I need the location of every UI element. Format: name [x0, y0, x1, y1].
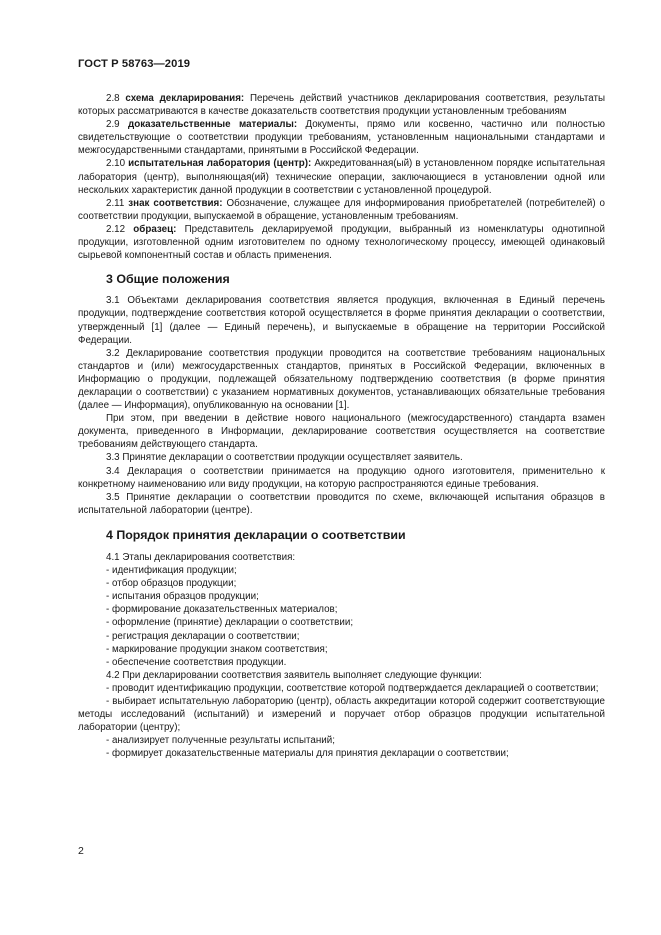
list-item: - идентификация продукции; — [106, 565, 237, 577]
definition-text: Представитель декларируемой продукции, выбранный из номенклатуры однотипной продукции, изготовленной одним изготовителем по одному технологическому процессу, имеющей одинаковый сырьевой компонентный состав и область применения. — [78, 223, 605, 262]
defined-term: схема декларирования: — [125, 93, 245, 104]
clause-number: 2.9 — [106, 119, 120, 131]
definition-text: Обозначение, служащее для информирования приобретателей (потребителей) о соответствии продукции, выпускаемой в обращение, установленным требованиям. — [78, 197, 605, 222]
definition-2-9 — [78, 118, 605, 157]
definition-text: Документы, прямо или косвенно, частично или полностью свидетельствующие о соответствии продукции требованиям, установленным национальными стандартами и межгосударственными стандартами, принятыми в Российской Федерации. — [78, 119, 605, 157]
list-item: - формирует доказательственные материалы для принятия декларации о соответствии; — [106, 748, 509, 760]
list-item: - отбор образцов продукции; — [106, 578, 237, 590]
paragraph-3-2: 3.2 Декларирование соответствия продукции проводится на соответствие требованиям национальных стандартов и (или) межгосударственных стандартов, принятых в Российской Федерации, включенных в Информацию о продукции, подлежащей обязательному подтверждению соответствия (в форме принятия декларации о соответствии) с указанием нормативных документов, устанавливающих обязательные требования (далее — Информация), опубликованную на основании [1]. — [78, 347, 605, 412]
clause-number: 2.11 — [106, 197, 125, 209]
definition-text: Аккредитованная(ый) в установленном порядке испытательная лаборатория (центр), выполняющая(ий) технические операции, заключающиеся в установлении одной или нескольких характеристик данной продукции в соответствии с установленной процедурой. — [78, 158, 606, 196]
paragraph-4-2: 4.2 При декларировании соответствия заявитель выполняет следующие функции: — [106, 669, 482, 681]
paragraph-4-1: 4.1 Этапы декларирования соответствия: — [106, 552, 296, 563]
document-body — [78, 92, 605, 761]
list-item: - оформление (принятие) декларации о соответствии; — [106, 617, 354, 629]
paragraph-3-4: 3.4 Декларация о соответствии принимается на продукцию одного изготовителя, применительно к конкретному наименованию или виду продукции, на которую распространяются единые требования. — [78, 465, 605, 490]
standard-header: ГОСТ Р 58763—2019 — [78, 58, 191, 70]
paragraph-3-2-note: При этом, при введении в действие нового национального (межгосударственного) стандарта взамен документа, приведенного в Информации, декларирование соответствия осуществляется на соответствие требованиям действующего стандарта. — [78, 413, 605, 451]
definition-2-12 — [78, 223, 605, 262]
paragraph-3-3: 3.3 Принятие декларации о соответствии продукции осуществляет заявитель. — [106, 452, 463, 464]
list-item: - испытания образцов продукции; — [106, 591, 259, 603]
section-4-heading: 4 Порядок принятия декларации о соответствии — [106, 527, 406, 542]
definition-2-11 — [78, 197, 605, 223]
defined-term: образец: — [133, 223, 177, 235]
list-item: - обеспечение соответствия продукции. — [106, 656, 287, 668]
list-item: - маркирование продукции знаком соответствия; — [106, 643, 328, 655]
defined-term: доказательственные материалы: — [128, 119, 298, 131]
definition-2-8 — [78, 92, 605, 118]
definition-2-10 — [78, 157, 605, 196]
definition-text: Перечень действий участников декларирования соответствия, результаты которых рассматриваются в качестве доказательств соответствия продукции установленным требованиям — [78, 93, 605, 118]
clause-number: 2.12 — [106, 223, 126, 235]
defined-term: знак соответствия: — [128, 197, 223, 209]
paragraph-3-1: 3.1 Объектами декларирования соответствия является продукция, включенная в Единый перечень продукции, подтверждение соответствия которой осуществляется в форме принятия декларации о соответствии, утвержденный [1] (далее — Единый перечень), и выпускаемые в обращение на территории Российской Федерации. — [78, 295, 605, 346]
list-item: - формирование доказательственных материалов; — [106, 604, 338, 616]
stages-list — [78, 564, 605, 669]
clause-number: 2.10 — [106, 158, 126, 170]
paragraph-3-5: 3.5 Принятие декларации о соответствии проводится по схеме, включающей испытания образцов в испытательной лаборатории (центре). — [78, 491, 605, 516]
clause-number: 2.8 — [106, 93, 120, 104]
functions-list — [78, 682, 605, 761]
list-item: - регистрация декларации о соответствии; — [106, 630, 300, 642]
list-item: - проводит идентификацию продукции, соответствие которой подтверждается декларацией о соответствии; — [106, 682, 599, 694]
section-3-heading: 3 Общие положения — [106, 272, 230, 287]
list-item: - анализирует полученные результаты испытаний; — [106, 735, 335, 747]
list-item: - выбирает испытательную лабораторию (центр), область аккредитации которой содержит соответствующие методы исследований (испытаний) и измерений и поручает отбор образцов продукции испытательной лаборатории (центру); — [78, 696, 605, 734]
defined-term: испытательная лаборатория (центр): — [128, 158, 312, 170]
page-number: 2 — [78, 845, 84, 857]
